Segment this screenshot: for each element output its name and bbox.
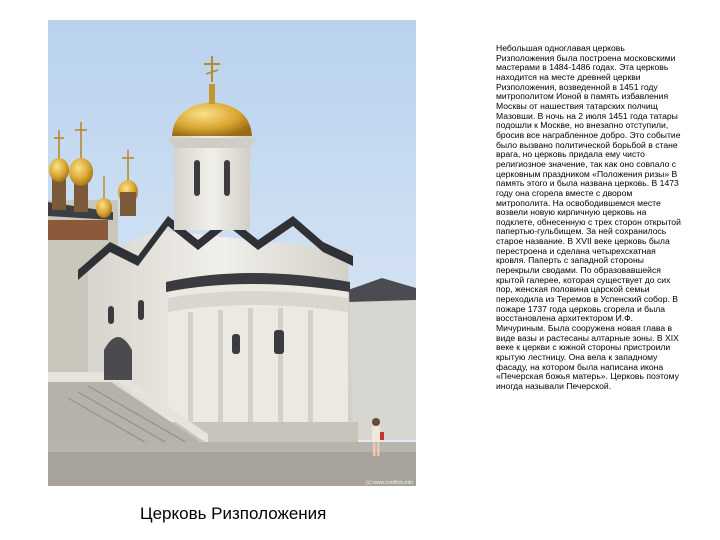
description-text: Небольшая одноглавая церковь Ризположения была построена московскими мастерами в 1484-1486 годах. Эта церковь находится на месте древней церкви Ризположения, возведенной в 1451 году митрополитом Ионой в память избавления Москвы от нашествия татарских полчищ Мазовши. В ночь на 2 июля 1451 года татары подошли к Москве, но внезапно отступили, бросив все награбленное добро. Это событие было вызвано политической борьбой в стане врага, но церковь придала ему чисто религиозное значение, так как оно совпало с церковным праздником «Положения ризы» В память этого и была названа церковь. В 1473 году она сгорела вместе с двором митрополита. На освободившемся месте возвели новую кирпичную церковь на подклете, обнесенную с трех сторон открытой папертью-гульбищем. За ней сохранилось старое название. В XVII веке церковь была перестроена и сделана четырехскатная кровля. Паперть с западной стороны перекрыли сводами. По образовавшейся крытой галерее, которая существует до сих пор, женская половина царской семьи переходила из Теремов в Успенский собор. В пожаре 1737 года церковь сгорела и была восстановлена архитектором И.Ф. Мичуриным. Была сооружена новая глава в виде вазы и растесаны алтарные зоны. В XIX веке к церкви с южной стороны пристроили крытую лестницу. Она вела к западному фасаду, на котором была написана икона «Печерская божья матерь». Церковь поэтому иногда называли Печерской. [496, 43, 681, 391]
church-photo [48, 20, 416, 486]
photo-caption: Церковь Ризположения [140, 504, 327, 523]
photo-credit: (c) www.nordfoto.info [366, 480, 413, 486]
